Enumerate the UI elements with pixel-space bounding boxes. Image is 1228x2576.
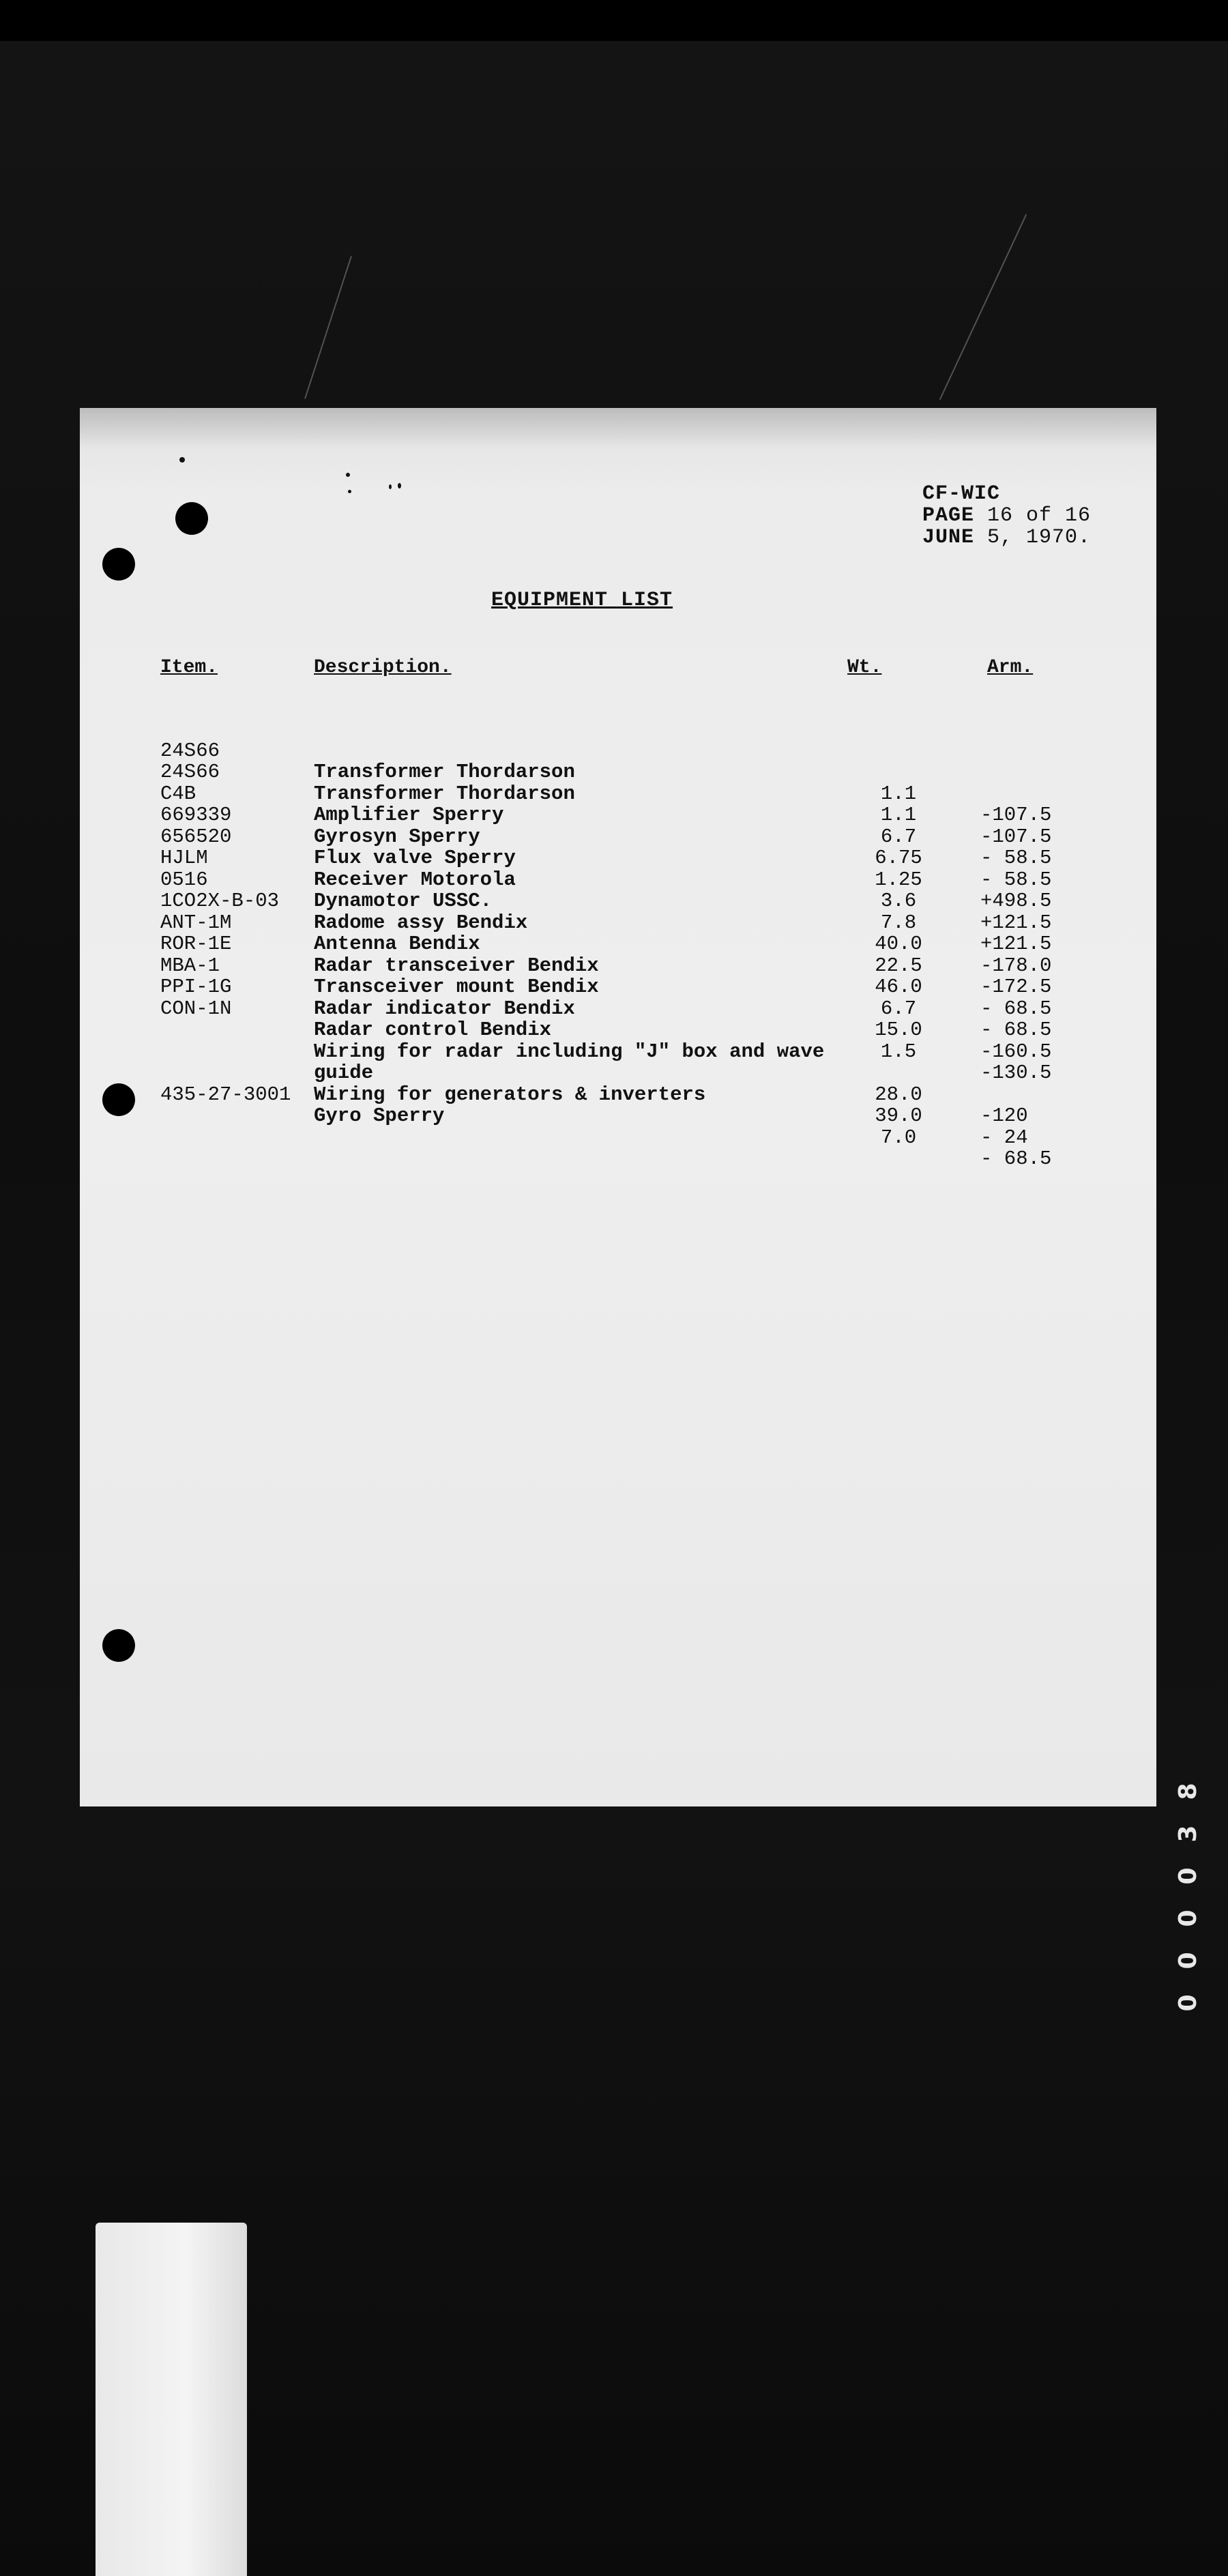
column-header-arm: Arm. xyxy=(987,657,1034,678)
cell-description: Wiring for radar including "J" box and wave xyxy=(314,1040,825,1063)
column-header-description: Description. xyxy=(314,657,452,678)
cell-arm: -178.0 xyxy=(980,954,1052,977)
cell-description: Radome assy Bendix xyxy=(314,911,528,934)
document-header xyxy=(922,483,1091,548)
cell-arm: - 68.5 xyxy=(980,1147,1052,1170)
cell-item: CON-1N xyxy=(160,997,232,1020)
cell-arm: +121.5 xyxy=(980,933,1052,955)
cell-description: Transceiver mount Bendix xyxy=(314,976,599,998)
cell-weight: 6.7 xyxy=(880,997,917,1020)
cell-item: PPI-1G xyxy=(160,976,232,998)
cell-arm: -160.5 xyxy=(980,1040,1052,1063)
cell-item: 435-27-3001 xyxy=(160,1083,291,1106)
punch-hole xyxy=(102,1629,135,1662)
cell-arm: - 68.5 xyxy=(980,1019,1052,1041)
speck xyxy=(179,457,185,463)
punch-hole xyxy=(102,548,135,581)
punch-hole xyxy=(175,502,208,535)
cell-weight: 46.0 xyxy=(875,976,922,998)
cell-item: C4B xyxy=(160,782,196,805)
cell-arm: - 68.5 xyxy=(980,997,1052,1020)
cell-description: guide xyxy=(314,1062,374,1084)
speck xyxy=(389,484,392,489)
cell-description: Radar control Bendix xyxy=(314,1019,552,1041)
cell-description: Dynamotor USSC. xyxy=(314,890,493,912)
cell-description: Flux valve Sperry xyxy=(314,847,516,869)
page-label: PAGE xyxy=(922,504,975,527)
frame-digit: 0 xyxy=(1174,1909,1202,1927)
speck xyxy=(398,483,401,488)
cell-item: 656520 xyxy=(160,825,232,848)
page-title: EQUIPMENT LIST xyxy=(491,589,673,612)
cell-arm: -130.5 xyxy=(980,1062,1052,1084)
cell-description: Transformer Thordarson xyxy=(314,782,575,805)
cell-description: Transformer Thordarson xyxy=(314,761,575,783)
cell-description: Gyrosyn Sperry xyxy=(314,825,480,848)
cell-description: Wiring for generators & inverters xyxy=(314,1083,706,1106)
film-top-edge xyxy=(0,0,1228,41)
cell-arm: - 58.5 xyxy=(980,847,1052,869)
cell-item: 0516 xyxy=(160,868,208,891)
cell-item: ANT-1M xyxy=(160,911,232,934)
cell-weight: 6.7 xyxy=(880,825,917,848)
cell-item: 669339 xyxy=(160,804,232,826)
cell-weight: 1.5 xyxy=(880,1040,917,1063)
cell-arm: - 58.5 xyxy=(980,868,1052,891)
film-frame-number xyxy=(1168,1770,1209,2024)
cell-description: Radar transceiver Bendix xyxy=(314,954,599,977)
cell-arm: -107.5 xyxy=(980,825,1052,848)
frame-digit: 8 xyxy=(1174,1783,1202,1800)
cell-item: 24S66 xyxy=(160,761,220,783)
cell-arm: -107.5 xyxy=(980,804,1052,826)
cell-weight: 3.6 xyxy=(880,890,917,912)
cell-description: Receiver Motorola xyxy=(314,868,516,891)
cell-description: Antenna Bendix xyxy=(314,933,480,955)
cell-item: 24S66 xyxy=(160,739,220,762)
cell-weight: 15.0 xyxy=(875,1019,922,1041)
film-leader-tab xyxy=(96,2223,247,2576)
cell-weight: 22.5 xyxy=(875,954,922,977)
cell-weight: 6.75 xyxy=(875,847,922,869)
document-page xyxy=(80,408,1156,1806)
cell-item: MBA-1 xyxy=(160,954,220,977)
frame-digit: 0 xyxy=(1174,1867,1202,1885)
cell-arm: +121.5 xyxy=(980,911,1052,934)
cell-description: Amplifier Sperry xyxy=(314,804,504,826)
cell-weight: 1.25 xyxy=(875,868,922,891)
cell-weight: 7.0 xyxy=(880,1126,917,1149)
cell-item: HJLM xyxy=(160,847,208,869)
frame-digit: 0 xyxy=(1174,1994,1202,2012)
date-label: JUNE xyxy=(922,526,975,549)
page-shadow xyxy=(80,408,1156,449)
cell-weight: 1.1 xyxy=(880,782,917,805)
cell-item: 1CO2X-B-03 xyxy=(160,890,280,912)
frame-digit: 3 xyxy=(1174,1825,1202,1843)
cell-arm: - 24 xyxy=(980,1126,1028,1149)
cell-weight: 39.0 xyxy=(875,1104,922,1127)
page-number: 16 of 16 xyxy=(987,504,1092,527)
cell-item: ROR-1E xyxy=(160,933,232,955)
cell-description: Gyro Sperry xyxy=(314,1104,445,1127)
equipment-table xyxy=(80,718,1156,1170)
cell-weight: 1.1 xyxy=(880,804,917,826)
cell-weight: 28.0 xyxy=(875,1083,922,1106)
frame-digit: 0 xyxy=(1174,1952,1202,1970)
column-header-item: Item. xyxy=(160,657,218,678)
registration-mark: CF-WIC xyxy=(922,482,1001,506)
date-value: 5, 1970. xyxy=(987,526,1092,549)
cell-weight: 7.8 xyxy=(880,911,917,934)
column-header-weight: Wt. xyxy=(847,657,882,678)
cell-description: Radar indicator Bendix xyxy=(314,997,575,1020)
cell-arm: +498.5 xyxy=(980,890,1052,912)
cell-arm: -120 xyxy=(980,1104,1028,1127)
speck xyxy=(348,490,351,493)
speck xyxy=(346,473,350,477)
cell-arm: -172.5 xyxy=(980,976,1052,998)
cell-weight: 40.0 xyxy=(875,933,922,955)
